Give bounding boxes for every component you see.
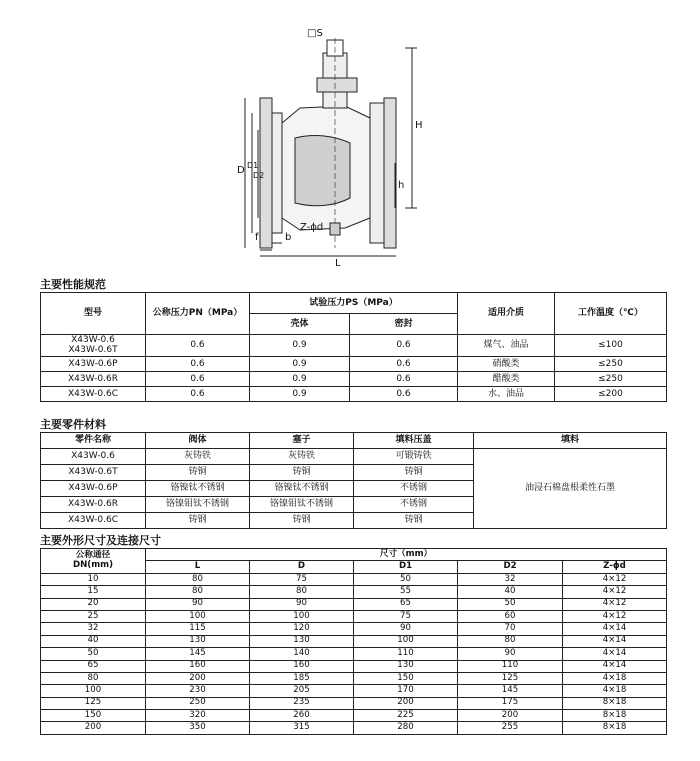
materials-header-part: 零件名称 (41, 433, 146, 449)
spec-cell-model: X43W-0.6R (41, 371, 146, 386)
materials-cell: 铬镍钼钛不锈钢 (250, 497, 354, 513)
dimensions-cell: 130 (146, 635, 250, 647)
label-D1: D1 (247, 161, 259, 170)
dimensions-cell: 115 (146, 623, 250, 635)
spec-cell-temp: ≤200 (555, 386, 667, 401)
spec-row (41, 371, 667, 386)
materials-cell: 铸钢 (250, 513, 354, 529)
dimensions-cell: 225 (354, 710, 458, 722)
dimensions-cell: 4×12 (563, 598, 667, 610)
dimensions-cell: 65 (354, 598, 458, 610)
spec-cell-medium: 醋酸类 (458, 371, 555, 386)
materials-cell: 灰铸铁 (146, 449, 250, 465)
dimensions-cell: 175 (458, 697, 563, 709)
materials-cell: 可锻铸铁 (354, 449, 474, 465)
spec-cell-seal: 0.6 (350, 335, 458, 357)
dimensions-cell: 200 (146, 672, 250, 684)
dimensions-cell: 100 (250, 610, 354, 622)
dimensions-row (41, 573, 667, 585)
dimensions-cell: 320 (146, 710, 250, 722)
spec-table (40, 292, 667, 402)
dimensions-cell: 4×12 (563, 573, 667, 585)
dimensions-cell: 4×18 (563, 685, 667, 697)
dimensions-cell: 100 (146, 610, 250, 622)
spec-cell-body: 0.9 (250, 335, 350, 357)
dimensions-cell: 150 (41, 710, 146, 722)
dimensions-column-header: L (146, 561, 250, 573)
spec-cell-medium: 水、油品 (458, 386, 555, 401)
dimensions-header-dn: 公称通径 DN(mm) (41, 549, 146, 574)
label-f: f (255, 232, 259, 243)
dimensions-cell: 145 (458, 685, 563, 697)
dimensions-cell: 130 (354, 660, 458, 672)
dimensions-row (41, 685, 667, 697)
dimensions-cell: 230 (146, 685, 250, 697)
dimensions-cell: 4×14 (563, 623, 667, 635)
materials-cell: 铬镍钛不锈钢 (250, 481, 354, 497)
dimensions-cell: 250 (146, 697, 250, 709)
materials-row (41, 449, 667, 465)
label-D: D (237, 165, 245, 176)
label-h: h (398, 180, 405, 191)
dimensions-cell: 4×14 (563, 648, 667, 660)
dimensions-row (41, 697, 667, 709)
dimensions-cell: 80 (41, 672, 146, 684)
materials-cell: 铸铜 (250, 465, 354, 481)
spec-header-medium: 适用介质 (458, 293, 555, 335)
dimensions-row (41, 660, 667, 672)
dimensions-row (41, 586, 667, 598)
spec-cell-temp: ≤100 (555, 335, 667, 357)
spec-header-body: 壳体 (250, 314, 350, 335)
dimensions-cell: 185 (250, 672, 354, 684)
label-square-s: □S (307, 28, 323, 39)
spec-header-seal: 密封 (350, 314, 458, 335)
spec-cell-pn: 0.6 (146, 335, 250, 357)
dimensions-cell: 4×14 (563, 635, 667, 647)
spec-cell-model: X43W-0.6P (41, 356, 146, 371)
dimensions-cell: 140 (250, 648, 354, 660)
spec-cell-medium: 硝酸类 (458, 356, 555, 371)
dimensions-cell: 50 (458, 598, 563, 610)
dimensions-cell: 110 (458, 660, 563, 672)
dimensions-cell: 200 (458, 710, 563, 722)
dimensions-cell: 200 (354, 697, 458, 709)
dimensions-cell: 90 (146, 598, 250, 610)
materials-cell: 铸钢 (354, 513, 474, 529)
spec-header-ps: 试验压力PS（MPa） (250, 293, 458, 314)
dimensions-cell: 70 (458, 623, 563, 635)
dimensions-cell: 55 (354, 586, 458, 598)
dimensions-cell: 75 (250, 573, 354, 585)
materials-header-packing: 填料 (474, 433, 667, 449)
spec-row (41, 356, 667, 371)
dimensions-cell: 130 (250, 635, 354, 647)
dimensions-row (41, 722, 667, 734)
dimensions-cell: 160 (146, 660, 250, 672)
label-D2: D2 (253, 171, 265, 180)
spec-row (41, 386, 667, 401)
dimensions-cell: 4×12 (563, 586, 667, 598)
dimensions-cell: 350 (146, 722, 250, 734)
materials-cell: X43W-0.6P (41, 481, 146, 497)
dimensions-cell: 100 (41, 685, 146, 697)
dimensions-row (41, 648, 667, 660)
spec-cell-seal: 0.6 (350, 356, 458, 371)
dimensions-cell: 255 (458, 722, 563, 734)
materials-header-plug: 塞子 (250, 433, 354, 449)
materials-header-body: 阀体 (146, 433, 250, 449)
dimensions-cell: 80 (458, 635, 563, 647)
materials-cell: 灰铸铁 (250, 449, 354, 465)
dimensions-cell: 315 (250, 722, 354, 734)
dimensions-cell: 120 (250, 623, 354, 635)
dimensions-column-header: Z-ϕd (563, 561, 667, 573)
dimensions-cell: 170 (354, 685, 458, 697)
dimensions-cell: 4×14 (563, 660, 667, 672)
dimensions-cell: 15 (41, 586, 146, 598)
spec-header-temp: 工作温度（℃） (555, 293, 667, 335)
dimensions-row (41, 672, 667, 684)
materials-cell: 不锈钢 (354, 497, 474, 513)
materials-table (40, 432, 667, 529)
dimensions-cell: 100 (354, 635, 458, 647)
spec-cell-body: 0.9 (250, 356, 350, 371)
spec-cell-temp: ≤250 (555, 371, 667, 386)
dimensions-cell: 110 (354, 648, 458, 660)
materials-cell: 铸铜 (146, 465, 250, 481)
dimensions-cell: 150 (354, 672, 458, 684)
dimensions-cell: 50 (354, 573, 458, 585)
spec-table-body (41, 335, 667, 402)
dimensions-cell: 75 (354, 610, 458, 622)
spec-cell-seal: 0.6 (350, 386, 458, 401)
dimensions-cell: 280 (354, 722, 458, 734)
dimensions-cell: 90 (458, 648, 563, 660)
spec-cell-pn: 0.6 (146, 386, 250, 401)
dimensions-cell: 235 (250, 697, 354, 709)
materials-table-body (41, 449, 667, 529)
spec-row (41, 335, 667, 357)
dimensions-cell: 4×12 (563, 610, 667, 622)
materials-cell: 铸铜 (354, 465, 474, 481)
label-b: b (285, 232, 292, 243)
dimensions-cell: 32 (41, 623, 146, 635)
dimensions-column-header: D1 (354, 561, 458, 573)
materials-header-gland: 填料压盖 (354, 433, 474, 449)
dimensions-cell: 10 (41, 573, 146, 585)
dimensions-cell: 65 (41, 660, 146, 672)
dimensions-cell: 200 (41, 722, 146, 734)
dimensions-row (41, 710, 667, 722)
dimensions-cell: 60 (458, 610, 563, 622)
dimensions-cell: 50 (41, 648, 146, 660)
dimensions-cell: 20 (41, 598, 146, 610)
spec-header-pn: 公称压力PN（MPa） (146, 293, 250, 335)
dimensions-cell: 8×18 (563, 722, 667, 734)
dimensions-cell: 125 (458, 672, 563, 684)
spec-cell-body: 0.9 (250, 386, 350, 401)
dimensions-table (40, 548, 667, 735)
spec-cell-pn: 0.6 (146, 356, 250, 371)
dimensions-cell: 80 (250, 586, 354, 598)
materials-cell: 不锈钢 (354, 481, 474, 497)
dimensions-cell: 125 (41, 697, 146, 709)
spec-cell-medium: 煤气、油品 (458, 335, 555, 357)
dimensions-cell: 4×18 (563, 672, 667, 684)
materials-cell: X43W-0.6T (41, 465, 146, 481)
materials-cell: X43W-0.6R (41, 497, 146, 513)
dimensions-row (41, 598, 667, 610)
dimensions-cell: 25 (41, 610, 146, 622)
materials-cell: X43W-0.6 (41, 449, 146, 465)
materials-title: 主要零件材料 (40, 418, 106, 431)
materials-cell: 铬镍钼钛不锈钢 (146, 497, 250, 513)
dimensions-column-header: D2 (458, 561, 563, 573)
dimensions-row (41, 610, 667, 622)
label-L: L (335, 258, 341, 269)
spec-header-model: 型号 (41, 293, 146, 335)
dimensions-cell: 205 (250, 685, 354, 697)
label-H: H (415, 120, 423, 131)
dimensions-cell: 40 (458, 586, 563, 598)
materials-cell: 铸钢 (146, 513, 250, 529)
dimensions-row (41, 635, 667, 647)
dimensions-row (41, 623, 667, 635)
dimensions-cell: 90 (354, 623, 458, 635)
dimensions-cell: 8×18 (563, 710, 667, 722)
dimensions-column-header: D (250, 561, 354, 573)
dimensions-header-size: 尺寸（mm） (146, 549, 667, 561)
spec-title: 主要性能规范 (40, 278, 106, 291)
materials-cell: 铬镍钛不锈钢 (146, 481, 250, 497)
dimensions-cell: 80 (146, 573, 250, 585)
spec-cell-model: X43W-0.6 X43W-0.6T (41, 335, 146, 357)
spec-cell-model: X43W-0.6C (41, 386, 146, 401)
valve-drawing (225, 18, 465, 269)
dimensions-cell: 32 (458, 573, 563, 585)
dimensions-cell: 8×18 (563, 697, 667, 709)
dimensions-cell: 40 (41, 635, 146, 647)
dimensions-cell: 80 (146, 586, 250, 598)
label-z-phi-d: Z-ϕd (300, 222, 324, 233)
materials-packing-cell: 油浸石棉盘根柔性石墨 (474, 449, 667, 529)
spec-cell-body: 0.9 (250, 371, 350, 386)
materials-cell: X43W-0.6C (41, 513, 146, 529)
dimensions-cell: 90 (250, 598, 354, 610)
dimensions-title: 主要外形尺寸及连接尺寸 (40, 534, 161, 547)
dimensions-cell: 160 (250, 660, 354, 672)
dimensions-cell: 260 (250, 710, 354, 722)
dimensions-table-body (41, 573, 667, 734)
spec-cell-pn: 0.6 (146, 371, 250, 386)
spec-cell-temp: ≤250 (555, 356, 667, 371)
dimensions-cell: 145 (146, 648, 250, 660)
spec-cell-seal: 0.6 (350, 371, 458, 386)
